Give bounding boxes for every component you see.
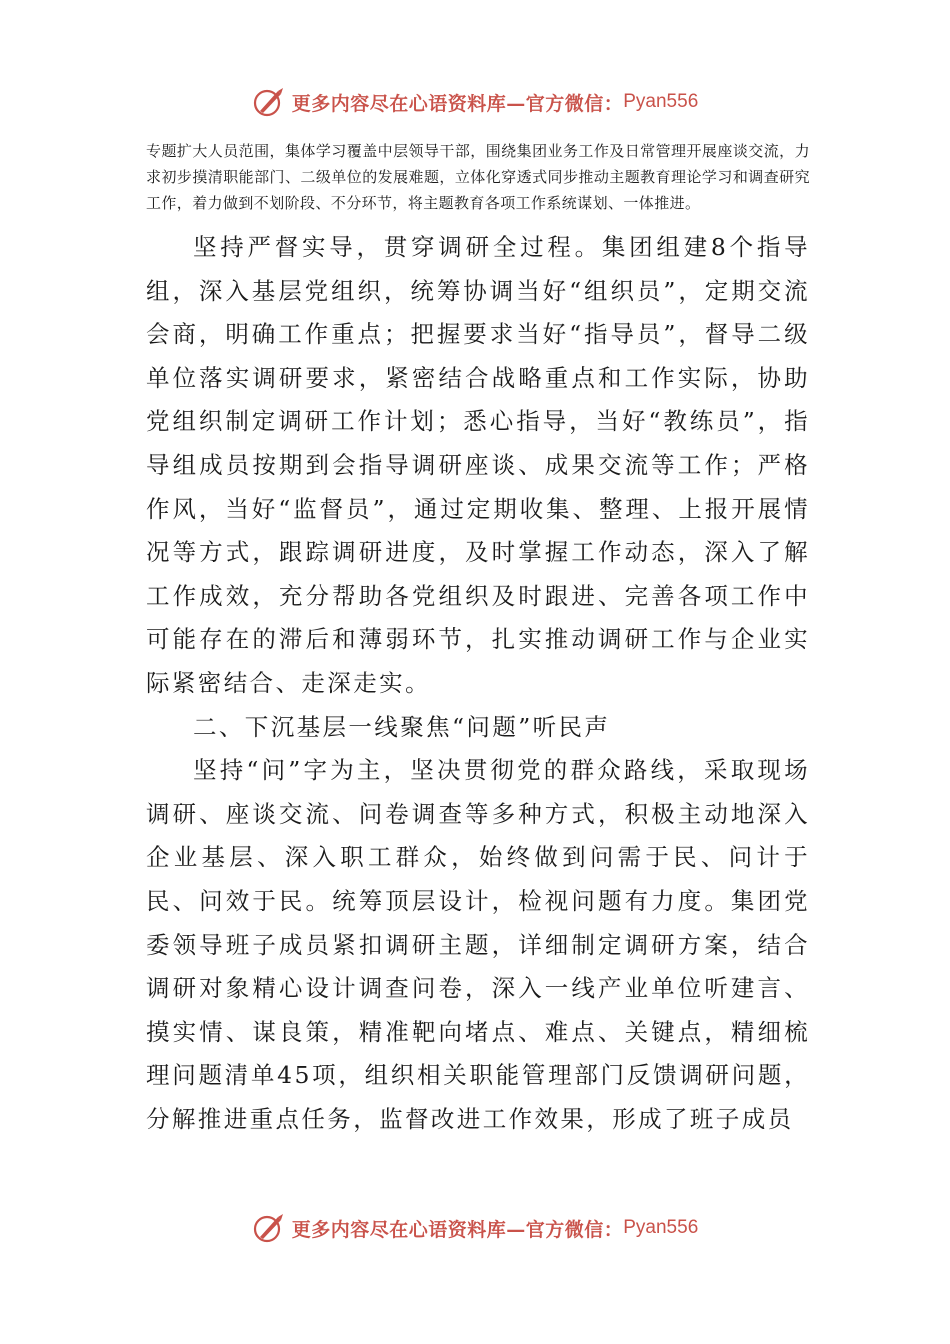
watermark-footer bbox=[0, 1208, 950, 1248]
intro-paragraph: 专题扩大人员范围，集体学习覆盖中层领导干部，围绕集团业务工作及日常管理开展座谈交流，力求初步摸清职能部门、二级单位的发展难题，立体化穿透式同步推动主题教育理论学习和调查研究工作，着力做到不划阶段、不分环节，将主题教育各项工作系统谋划、一体推进。 bbox=[146, 142, 810, 212]
quill-pen-circle-icon bbox=[252, 1211, 286, 1245]
watermark-text: 更多内容尽在心语资料库—官方微信： bbox=[291, 92, 624, 115]
quill-pen-circle-icon bbox=[252, 85, 286, 119]
document-body bbox=[146, 138, 810, 1141]
watermark-text: 更多内容尽在心语资料库—官方微信： bbox=[291, 1218, 624, 1241]
watermark-header bbox=[0, 82, 950, 122]
paragraph-supervision: 坚持严督实导，贯穿调研全过程。集团组建8个指导组，深入基层党组织，统筹协调当好“组织员”，定期交流会商，明确工作重点；把握要求当好“指导员”，督导二级单位落实调研要求，紧密结合战略重点和工作实际，协助党组织制定调研工作计划；悉心指导，当好“教练员”，指导组成员按期到会指导调研座谈、成果交流等工作；严格作风，当好“监督员”，通过定期收集、整理、上报开展情况等方式，跟踪调研进度，及时掌握工作动态，深入了解工作成效，充分帮助各党组织及时跟进、完善各项工作中可能存在的滞后和薄弱环节，扎实推动调研工作与企业实际紧密结合、走深走实。 bbox=[146, 233, 810, 697]
paragraph-grassroots: 坚持“问”字为主，坚决贯彻党的群众路线，采取现场调研、座谈交流、问卷调查等多种方式，积极主动地深入企业基层、深入职工群众，始终做到问需于民、问计于民、问效于民。统筹顶层设计，检视问题有力度。集团党委领导班子成员紧扣调研主题，详细制定调研方案，结合调研对象精心设计调查问卷，深入一线产业单位听建言、摸实情、谋良策，精准靶向堵点、难点、关键点，精细梳理问题清单45项，组织相关职能管理部门反馈调研问题，分解推进重点任务，监督改进工作效果，形成了班子成员 bbox=[146, 756, 810, 1133]
section-heading-2: 二、下沉基层一线聚焦“问题”听民声 bbox=[193, 712, 611, 741]
watermark-wechat-id: Pyan556 bbox=[623, 1217, 699, 1238]
watermark-wechat-id: Pyan556 bbox=[623, 91, 699, 112]
